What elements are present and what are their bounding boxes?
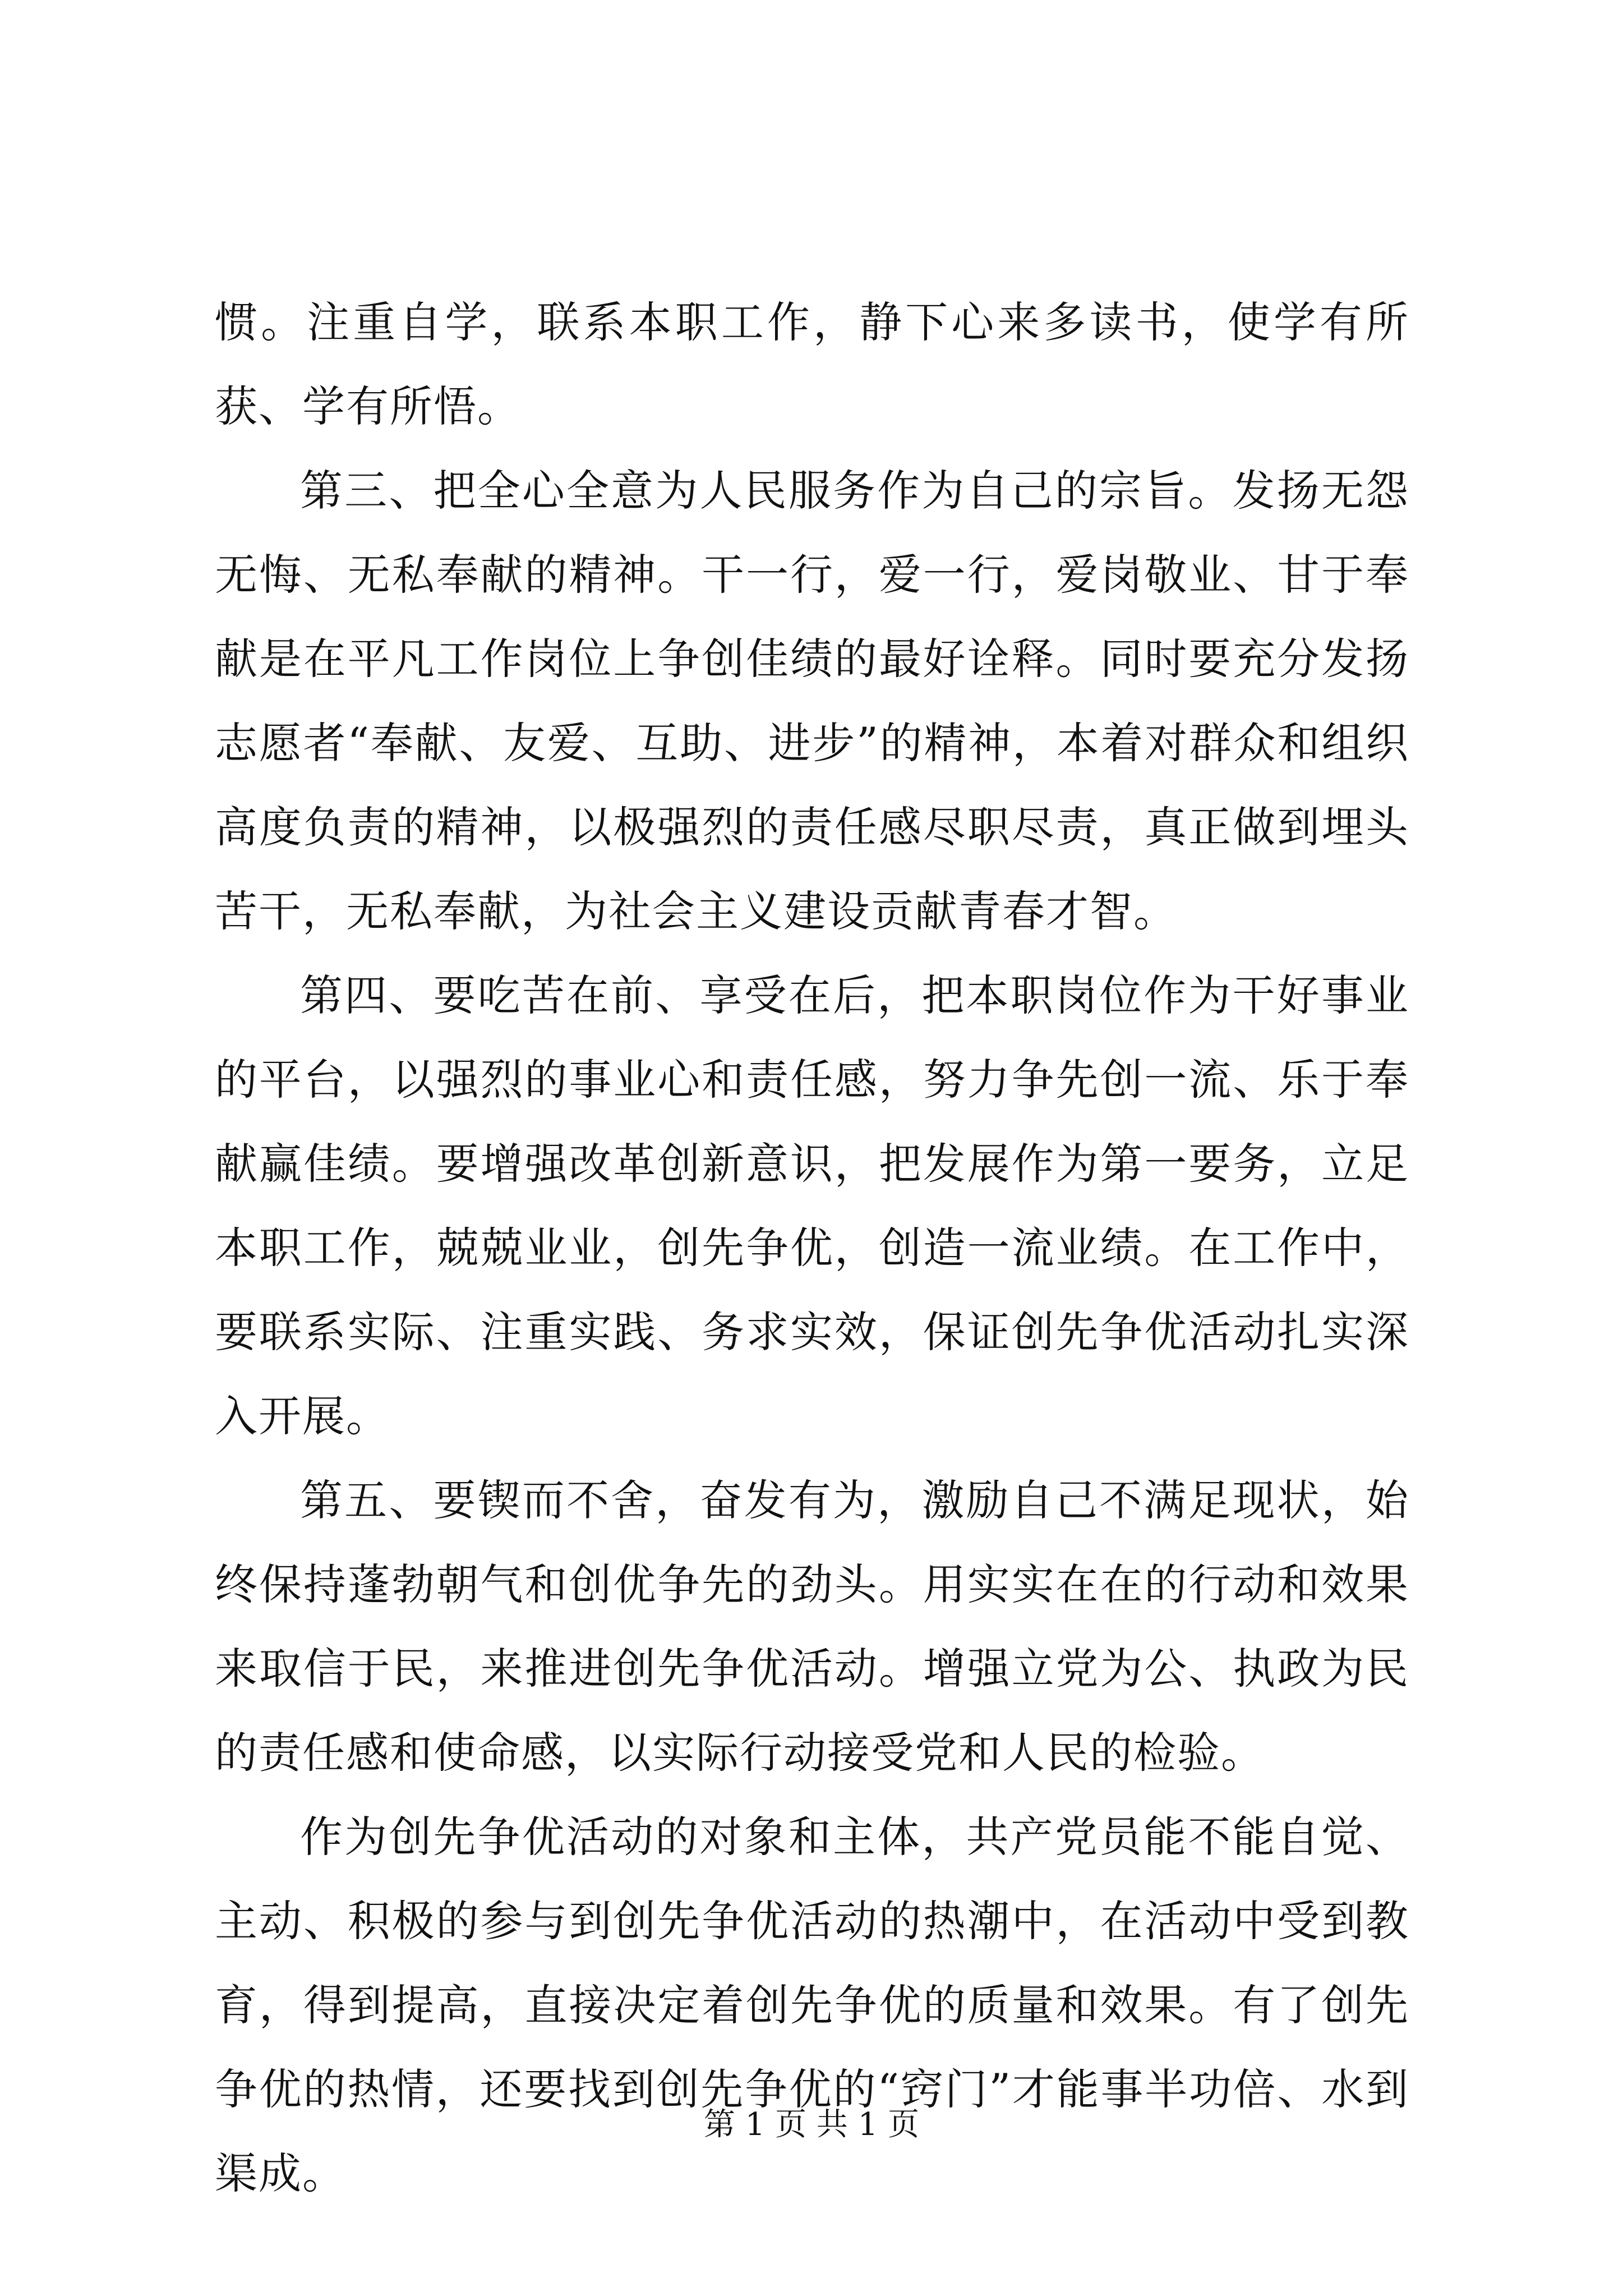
- paragraph-4: 第五、要锲而不舍，奋发有为，激励自己不满足现状，始终保持蓬勃朝气和创优争先的劲头。用实实在在的行动和效果来取信于民，来推进创先争优活动。增强立党为公、执政为民的责任感和使命感，以实际行动接受党和人民的检验。: [215, 1475, 1409, 1778]
- paragraph-1: 惯。注重自学，联系本职工作，静下心来多读书，使学有所获、学有所悟。: [215, 297, 1409, 431]
- page-number-footer: 第 1 页 共 1 页: [703, 2106, 920, 2143]
- paragraph-2: 第三、把全心全意为人民服务作为自己的宗旨。发扬无怨无悔、无私奉献的精神。干一行，爱一行，爱岗敬业、甘于奉献是在平凡工作岗位上争创佳绩的最好诠释。同时要充分发扬志愿者“奉献、友爱、互助、进步”的精神，本着对群众和组织高度负责的精神，以极强烈的责任感尽职尽责，真正做到埋头苦干，无私奉献，为社会主义建设贡献青春才智。: [215, 466, 1409, 936]
- paragraph-3: 第四、要吃苦在前、享受在后，把本职岗位作为干好事业的平台，以强烈的事业心和责任感，努力争先创一流、乐于奉献赢佳绩。要增强改革创新意识，把发展作为第一要务，立足本职工作，兢兢业业，创先争优，创造一流业绩。在工作中，要联系实际、注重实践、务求实效，保证创先争优活动扎实深入开展。: [215, 970, 1409, 1441]
- document-body: [215, 280, 1409, 2216]
- paragraph-5: 作为创先争优活动的对象和主体，共产党员能不能自觉、主动、积极的参与到创先争优活动的热潮中，在活动中受到教育，得到提高，直接决定着创先争优的质量和效果。有了创先争优的热情，还要找到创先争优的“窍门”才能事半功倍、水到渠成。: [215, 1812, 1409, 2198]
